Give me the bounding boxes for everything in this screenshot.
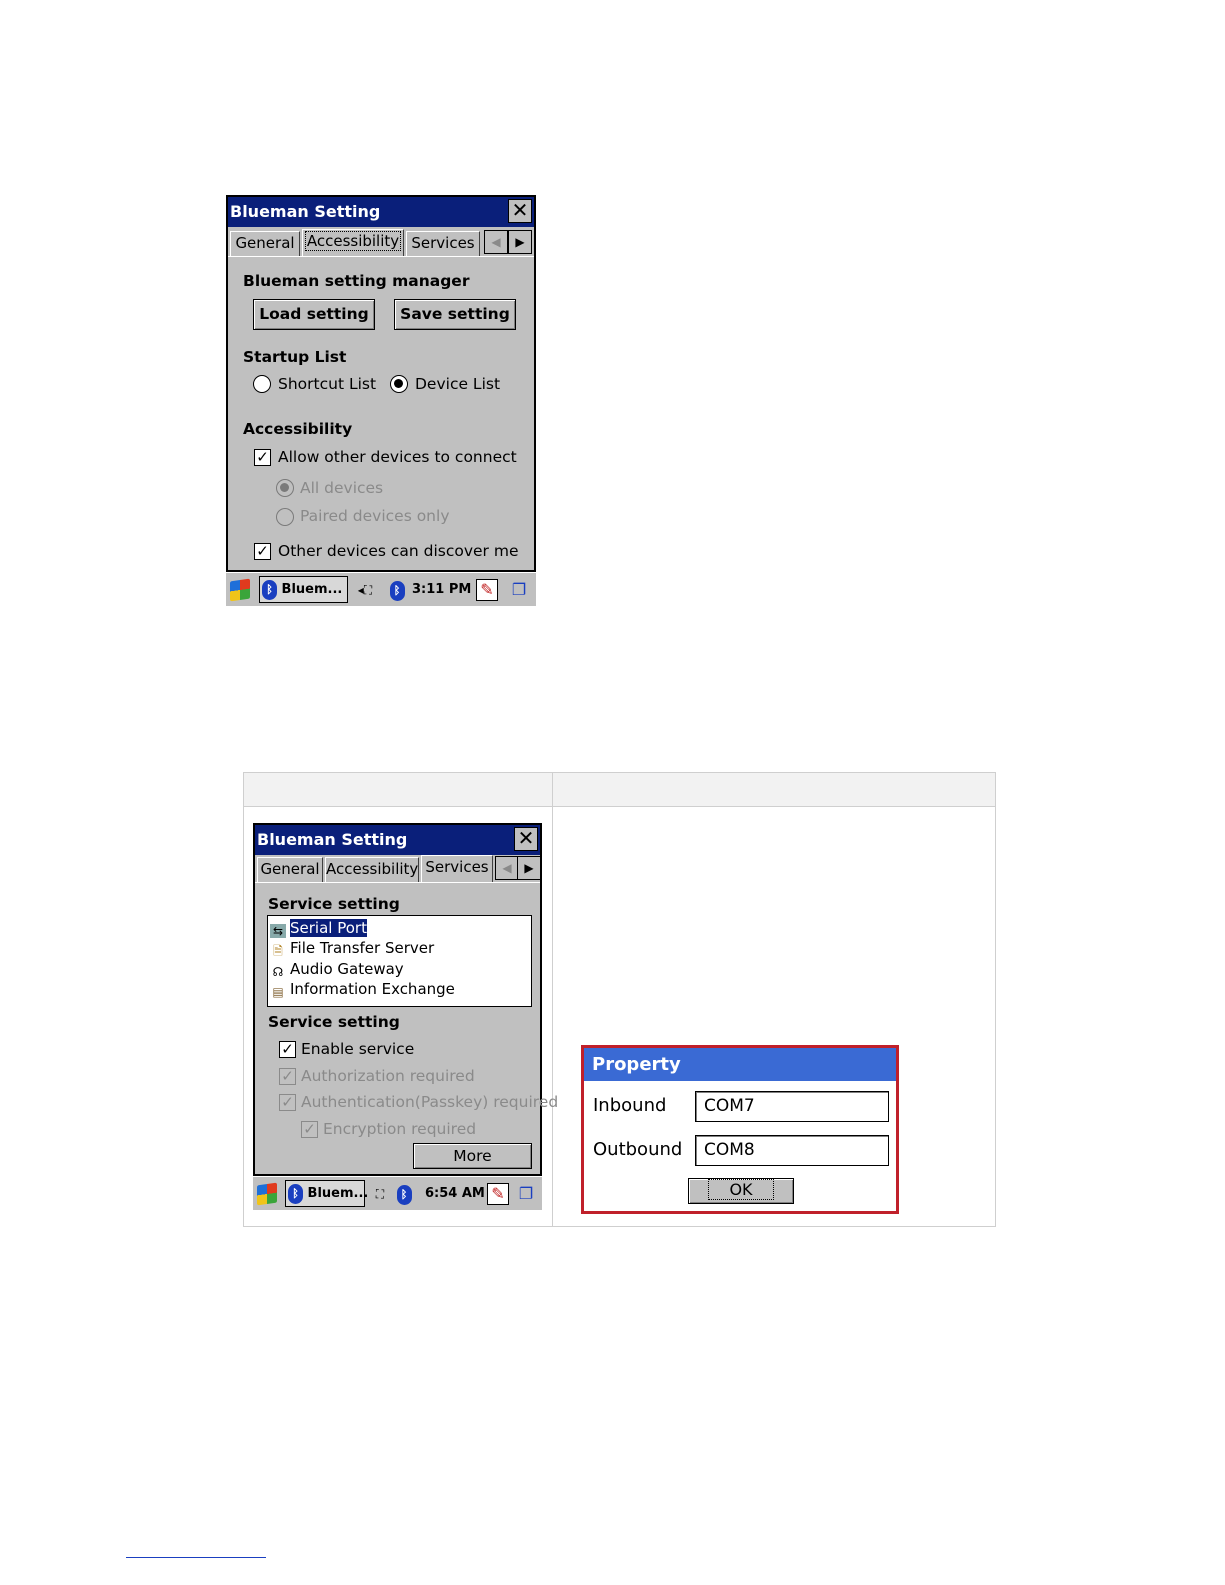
- list-item-file-transfer[interactable]: [270, 938, 434, 958]
- arrow-left-icon[interactable]: ◀: [495, 856, 519, 880]
- serial-port-icon: ⇆: [270, 924, 286, 938]
- list-item-label: Information Exchange: [290, 980, 455, 998]
- taskbar-app-label: Bluem...: [281, 582, 343, 597]
- startup-heading: Startup List: [243, 348, 347, 366]
- service-settings-heading: Service setting: [268, 1013, 400, 1031]
- tab-services[interactable]: [421, 855, 493, 882]
- authentication-checkbox[interactable]: ✓: [279, 1094, 296, 1111]
- more-button[interactable]: More: [413, 1143, 532, 1169]
- service-list[interactable]: [267, 915, 532, 1007]
- taskbar-app-button[interactable]: [259, 576, 348, 603]
- tab-label: General: [235, 234, 295, 252]
- enable-service-checkbox[interactable]: ✓: [279, 1041, 296, 1058]
- window-title: [255, 825, 540, 855]
- encryption-label: Encryption required: [323, 1120, 477, 1138]
- device-list-label: Device List: [415, 375, 501, 393]
- window-frame: [253, 823, 559, 1176]
- authentication-label: Authentication(Passkey) required: [301, 1093, 559, 1111]
- paired-only-radio[interactable]: [276, 508, 294, 526]
- input-panel-icon[interactable]: ✎: [487, 1183, 509, 1205]
- outbound-label: Outbound: [593, 1139, 683, 1160]
- tab-general[interactable]: [257, 857, 323, 882]
- close-icon[interactable]: ✕: [508, 199, 532, 223]
- tab-strip: [255, 855, 540, 882]
- arrow-left-icon[interactable]: ◀: [484, 230, 508, 254]
- bluetooth-icon[interactable]: [386, 579, 408, 601]
- tab-label: Services: [425, 858, 489, 876]
- blueman-setting-window-accessibility: [226, 195, 536, 606]
- bluetooth-icon: ᛒ: [262, 580, 277, 600]
- shortcut-list-label: Shortcut List: [278, 375, 377, 393]
- tab-label: Accessibility: [326, 860, 419, 878]
- title-text: Blueman Setting: [230, 202, 381, 221]
- headset-icon: ☊: [272, 965, 284, 979]
- bluetooth-icon: ᛒ: [288, 1184, 303, 1204]
- taskbar-app-button[interactable]: [285, 1180, 369, 1207]
- list-item-label: File Transfer Server: [290, 939, 435, 957]
- desktop-icon[interactable]: ❐: [511, 580, 527, 599]
- taskbar-app-label: Bluem...: [307, 1186, 369, 1201]
- info-exchange-icon: ▤: [272, 985, 284, 999]
- close-icon[interactable]: ✕: [514, 827, 538, 851]
- list-item-serial-port[interactable]: [270, 918, 367, 938]
- all-devices-label: All devices: [300, 479, 384, 497]
- footnote-separator: [126, 1557, 266, 1558]
- property-title: Property: [584, 1048, 896, 1081]
- windows-start-icon[interactable]: [257, 1183, 277, 1206]
- service-list-heading: Service setting: [268, 895, 400, 913]
- load-setting-button[interactable]: Load setting: [253, 299, 375, 330]
- title-text: Blueman Setting: [257, 830, 408, 849]
- blueman-setting-window-services: [253, 823, 559, 1209]
- tab-strip-divider: [255, 882, 540, 883]
- save-setting-button[interactable]: Save setting: [394, 299, 516, 330]
- network-icon[interactable]: ◂⛶: [357, 583, 373, 597]
- clock: 3:11 PM: [412, 582, 472, 597]
- allow-connect-label: Allow other devices to connect: [278, 448, 517, 466]
- arrow-right-icon[interactable]: ▶: [517, 856, 541, 880]
- tab-accessibility[interactable]: [302, 229, 404, 256]
- taskbar: [226, 572, 536, 606]
- discover-me-label: Other devices can discover me: [278, 542, 519, 560]
- property-dialog: [581, 1045, 899, 1214]
- shortcut-list-radio[interactable]: [253, 375, 271, 393]
- clock: 6:54 AM: [425, 1186, 485, 1201]
- list-item-information-exchange[interactable]: [270, 979, 455, 999]
- network-icon[interactable]: ⛶: [375, 1187, 385, 1201]
- tab-label: Services: [411, 234, 475, 252]
- device-list-radio[interactable]: [390, 375, 408, 393]
- tab-label: General: [260, 860, 320, 878]
- input-panel-icon[interactable]: ✎: [476, 579, 498, 601]
- tab-general[interactable]: [230, 231, 300, 256]
- tab-services[interactable]: [406, 231, 480, 256]
- desktop-icon[interactable]: ❐: [518, 1184, 534, 1203]
- enable-service-label: Enable service: [301, 1040, 415, 1058]
- discover-me-checkbox[interactable]: ✓: [254, 543, 271, 560]
- bluetooth-tray-glyph: ᛒ: [397, 1185, 412, 1205]
- inbound-field[interactable]: COM7: [695, 1091, 889, 1122]
- authorization-checkbox[interactable]: ✓: [279, 1068, 296, 1085]
- ok-button[interactable]: [688, 1178, 794, 1204]
- table-header-row: [244, 773, 995, 807]
- table-column-divider: [552, 773, 553, 1226]
- allow-connect-checkbox[interactable]: ✓: [254, 449, 271, 466]
- accessibility-heading: Accessibility: [243, 420, 353, 438]
- list-item-audio-gateway[interactable]: [270, 959, 404, 979]
- list-item-label: Audio Gateway: [290, 960, 404, 978]
- bluetooth-icon[interactable]: [393, 1183, 415, 1205]
- tab-strip-divider: [228, 256, 534, 257]
- window-title: [228, 197, 534, 227]
- list-item-label: Serial Port: [290, 919, 367, 937]
- outbound-field[interactable]: COM8: [695, 1135, 889, 1166]
- file-transfer-icon: 🗎: [273, 944, 283, 958]
- inbound-label: Inbound: [593, 1095, 667, 1116]
- tab-label: Accessibility: [306, 232, 400, 250]
- authorization-label: Authorization required: [301, 1067, 475, 1085]
- ok-label: OK: [709, 1180, 772, 1199]
- tab-strip: [228, 229, 534, 256]
- all-devices-radio[interactable]: [276, 479, 294, 497]
- paired-only-label: Paired devices only: [300, 507, 450, 525]
- bluetooth-tray-glyph: ᛒ: [390, 581, 405, 601]
- windows-start-icon[interactable]: [230, 579, 250, 602]
- window-frame: [226, 195, 536, 572]
- manager-heading: Blueman setting manager: [243, 272, 470, 290]
- taskbar: [253, 1176, 542, 1210]
- encryption-checkbox[interactable]: ✓: [301, 1121, 318, 1138]
- arrow-right-icon[interactable]: ▶: [508, 230, 532, 254]
- tab-accessibility[interactable]: [325, 857, 419, 882]
